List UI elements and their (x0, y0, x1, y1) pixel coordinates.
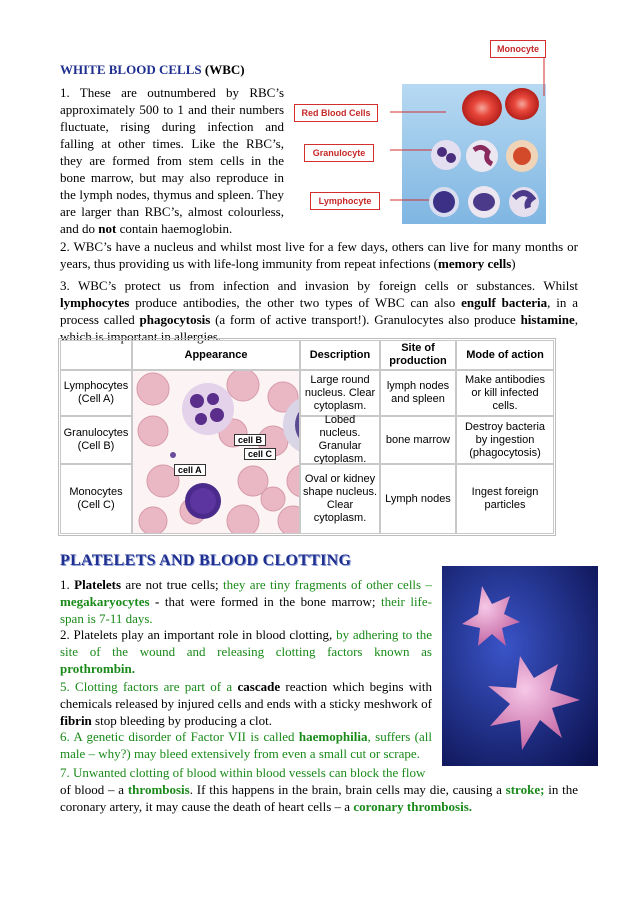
cell-b-label: cell B (234, 434, 266, 446)
wbc-paragraph-2 (60, 238, 578, 272)
table-row-3-action: Ingest foreign particles (456, 464, 554, 534)
granulocyte-callout: Granulocyte (304, 144, 374, 162)
pl-p1-megakaryocytes: megakaryocytes (60, 594, 150, 609)
pl-p6-haemophilia: haemophilia (298, 729, 368, 744)
wbc-p3-i: , which is important in allergies. (60, 312, 578, 344)
table-header-action: Mode of action (456, 340, 554, 370)
table-row-1-action: Make antibodies or kill infected cells. (456, 370, 554, 416)
wbc-p2-end: ) (511, 256, 516, 271)
pl-p5-fibrin: fibrin (60, 713, 92, 728)
wbc-p3-engulf-bacteria: engulf bacteria (461, 295, 548, 310)
pl-p1-f: - (149, 594, 165, 609)
wbc-heading (60, 62, 245, 78)
platelets-paragraph-7 (60, 781, 578, 815)
pl-p1-h: their life-span is 7-11 days. (60, 594, 432, 626)
pl-p1-a: 1. (60, 577, 75, 592)
wbc-p3-histamine: histamine (520, 312, 575, 327)
pl-p7-coronary-thrombosis: coronary thrombosis. (353, 799, 473, 814)
table-row-3-name: Monocytes (Cell C) (60, 464, 132, 534)
pl-p7-f: in the coronary artery, it may cause the death of heart cells – a (60, 782, 578, 814)
wbc-p1-end: contain haemoglobin. (119, 221, 233, 236)
table-row-3-description: Oval or kidney shape nucleus. Clear cytoplasm. (300, 464, 380, 534)
platelet-image (442, 566, 598, 766)
table-row-1-site: lymph nodes and spleen (380, 370, 456, 416)
wbc-p3-c: produce antibodies, the other two types of WBC can also (129, 295, 462, 310)
pl-p5-c: reaction which begins with chemicals released by injured cells and ends with a sticky meshwork of (60, 679, 433, 711)
table-row-2-action: Destroy bacteria by ingestion (phagocytosis) (456, 416, 554, 464)
pl-p7-thrombosis: thrombosis (127, 782, 190, 797)
wbc-paragraph-3 (60, 277, 578, 345)
pl-p2-prothrombin: prothrombin. (60, 661, 136, 676)
pl-p7-d: . If this happens in the brain, brain cells may die, causing a (189, 782, 506, 797)
table-header-site: Site of production (380, 340, 456, 370)
rbc-cell-1 (462, 90, 502, 126)
pl-p5-a: 5. Clotting factors are part of a (60, 679, 238, 694)
cell-a-label: cell A (174, 464, 206, 476)
wbc-p3-lymphocytes: lymphocytes (60, 295, 130, 310)
pl-p1-c: are not true cells; (121, 577, 224, 592)
table-header-description: Description (300, 340, 380, 370)
table-header-blank (60, 340, 132, 370)
wbc-heading-suffix: (WBC) (204, 62, 245, 77)
pl-p1-platelets: Platelets (74, 577, 122, 592)
platelet-svg (442, 566, 598, 766)
pl-p1-d: they are tiny fragments of other cells – (223, 577, 432, 592)
wbc-p3-phagocytosis: phagocytosis (139, 312, 211, 327)
platelets-paragraph-1 (60, 576, 432, 627)
pl-p2-b: by adhering to the site of the wound and releasing clotting factors known as (60, 627, 432, 659)
pl-p2-a: 2. Platelets play an important role in blood clotting, (60, 627, 337, 642)
table-row-2-description: Lobed nucleus. Granular cytoplasm. (300, 416, 380, 464)
table-row-2-site: bone marrow (380, 416, 456, 464)
wbc-p2-text: 2. WBC’s have a nucleus and whilst most live for a few days, others can live for many months or years, thus providing us with life-long immunity from repeat infections ( (60, 239, 578, 271)
platelets-heading: PLATELETS AND BLOOD CLOTTING (60, 552, 352, 569)
platelets-paragraph-5 (60, 678, 432, 729)
pl-p1-g: that were formed in the bone marrow; (164, 594, 381, 609)
pl-p6-a: 6. A genetic disorder of Factor VII is called (60, 729, 299, 744)
wbc-p3-g: (a form of active transport!). Granulocytes also produce (210, 312, 521, 327)
platelets-paragraph-7-first-line (60, 764, 432, 781)
lymphocyte-callout: Lymphocyte (310, 192, 380, 210)
table-row-3-site: Lymph nodes (380, 464, 456, 534)
rbc-callout: Red Blood Cells (294, 104, 378, 122)
platelets-paragraph-6 (60, 728, 432, 762)
platelets-paragraph-2 (60, 626, 432, 677)
wbc-heading-title: WHITE BLOOD CELLS (60, 62, 202, 77)
wbc-p1-not: not (98, 221, 117, 236)
wbc-p3-a: 3. WBC’s protect us from infection and invasion by foreign cells or substances. Whilst (60, 278, 578, 293)
pl-p7-stroke: stroke; (505, 782, 545, 797)
wbc-paragraph-1 (60, 84, 284, 237)
wbc-p3-e: , in a process called (60, 295, 578, 327)
pl-p5-e: stop bleeding by producing a clot. (91, 713, 272, 728)
table-row-1-description: Large round nucleus. Clear cytoplasm. (300, 370, 380, 416)
table-row-1-name: Lymphocytes (Cell A) (60, 370, 132, 416)
pl-p7-a: 7. Unwanted clotting of blood within blood vessels can block the flow (60, 765, 426, 780)
rbc-cell-2 (505, 88, 539, 120)
pl-p7-b: of blood – a (60, 782, 128, 797)
wbc-table (58, 338, 556, 536)
wbc-p2-memory-cells: memory cells (438, 256, 512, 271)
table-row-2-name: Granulocytes (Cell B) (60, 416, 132, 464)
pl-p5-cascade: cascade (237, 679, 281, 694)
monocyte-callout: Monocyte (490, 40, 546, 58)
pl-p6-c: , suffers (all male – why?) may bleed extensively from even a small cut or scrape. (60, 729, 432, 761)
table-header-appearance: Appearance (132, 340, 300, 370)
cell-c-label: cell C (244, 448, 276, 460)
wbc-p1-text: 1. These are outnumbered by RBC’s approximately 500 to 1 and their numbers fluctuate, rising during infection and falling at other times. Like the RBC’s, they are formed from stem cells in the bone marrow, but may also reproduce in the lymph nodes, thymus and spleen. They are larger than RBC’s, almost colourless, and do (60, 85, 284, 236)
